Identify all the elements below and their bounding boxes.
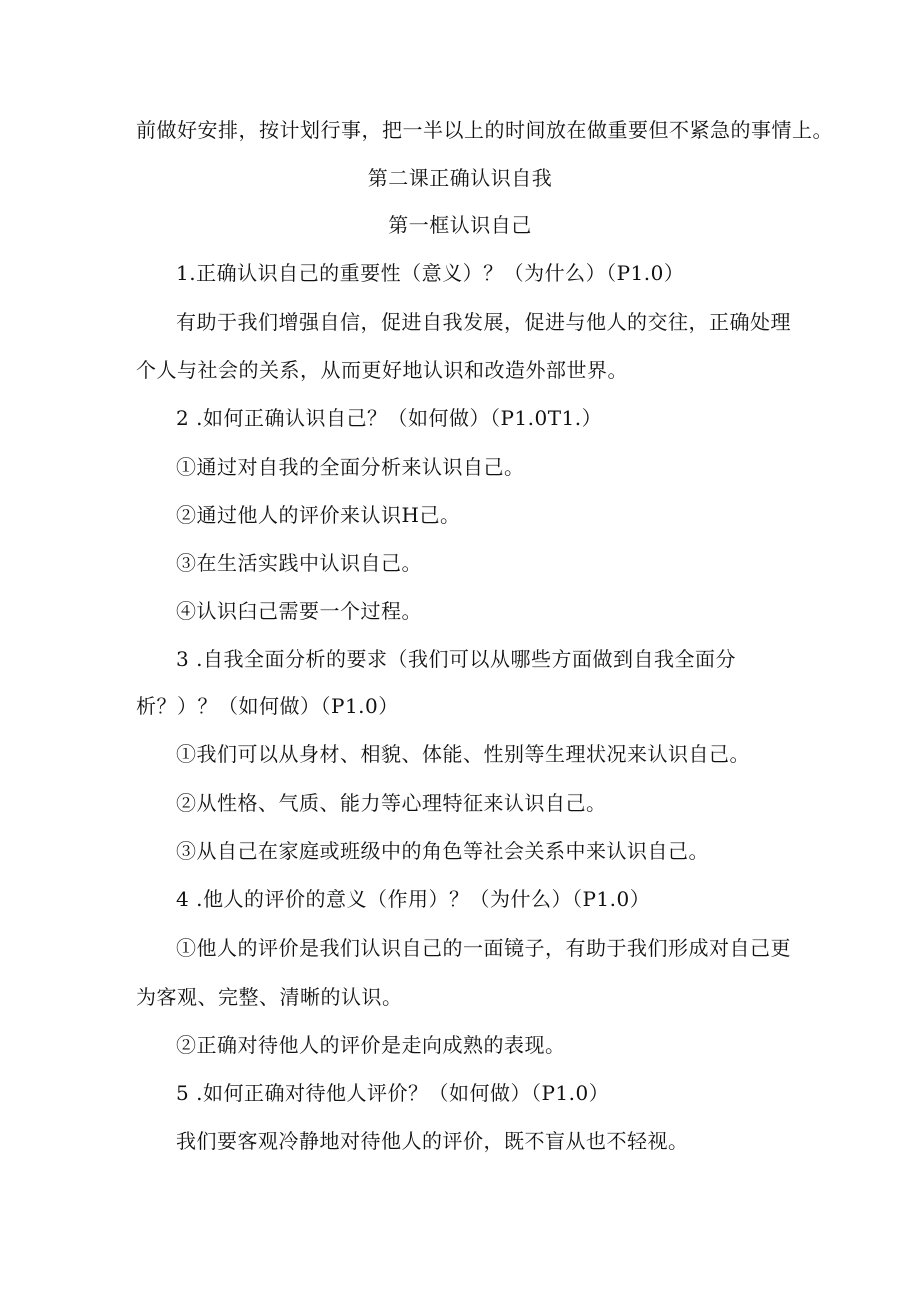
section-title: 第一框认识自己 [388, 213, 532, 237]
answer-2-item-4: ④认识臼己需要一个过程。 [176, 599, 422, 623]
answer-4-item-1-line-2: 为客观、完整、清晰的认识。 [136, 985, 403, 1009]
answer-4-item-2: ②正确对待他人的评价是走向成熟的表现。 [176, 1033, 566, 1057]
answer-3-item-1: ①我们可以从身材、相貌、体能、性别等生理状况来认识自己。 [176, 742, 750, 766]
answer-3-item-2: ②从性格、气质、能力等心理特征来认识自己。 [176, 791, 607, 815]
question-3-line-1: 3 .自我全面分析的要求（我们可以从哪些方面做到自我全面分 [176, 647, 736, 671]
question-1: 1.正确认识自己的重要性（意义）？（为什么）（P1.0） [176, 261, 685, 285]
answer-2-item-3: ③在生活实践中认识自己。 [176, 551, 422, 575]
answer-1-line-2: 个人与社会的关系，从而更好地认识和改造外部世界。 [136, 358, 628, 382]
paragraph-continuation: 前做好安排，按计划行事，把一半以上的时间放在做重要但不紧急的事情上。 [136, 118, 833, 142]
answer-2-item-2: ②通过他人的评价来认识H己。 [176, 503, 461, 527]
question-2: 2 .如何正确认识自己？（如何做）（P1.0T1.） [176, 406, 603, 430]
answer-5: 我们要客观冷静地对待他人的评价，既不盲从也不轻视。 [176, 1129, 689, 1153]
answer-3-item-3: ③从自己在家庭或班级中的角色等社会关系中来认识自己。 [176, 839, 709, 863]
answer-1-line-1: 有助于我们增强自信，促进自我发展，促进与他人的交往，正确处理 [176, 310, 791, 334]
question-5: 5 .如何正确对待他人评价？（如何做）（P1.0） [176, 1081, 610, 1105]
lesson-title: 第二课正确认识自我 [367, 166, 553, 190]
question-3-line-2: 析？）？（如何做）（P1.0） [136, 694, 399, 718]
question-4: 4 .他人的评价的意义（作用）？（为什么）（P1.0） [176, 887, 651, 911]
answer-2-item-1: ①通过对自我的全面分析来认识自己。 [176, 455, 525, 479]
answer-4-item-1-line-1: ①他人的评价是我们认识自己的一面镜子，有助于我们形成对自己更 [176, 936, 791, 960]
